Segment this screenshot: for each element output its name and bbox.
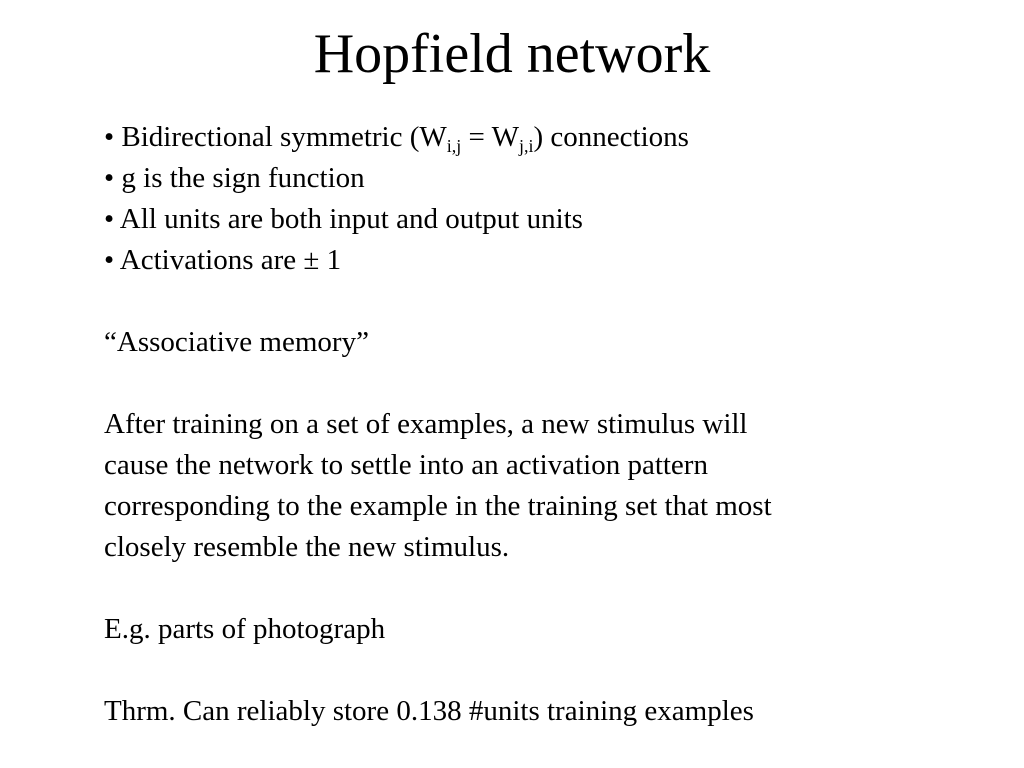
spacer bbox=[104, 568, 984, 609]
associative-memory-heading: “Associative memory” bbox=[104, 326, 369, 358]
bullet-input-output-units: • All units are both input and output units bbox=[104, 203, 583, 235]
bullet-1-prefix: • Bidirectional symmetric (W bbox=[104, 121, 447, 153]
subscript-ji: j,i bbox=[518, 136, 534, 156]
example-text: E.g. parts of photograph bbox=[104, 613, 386, 645]
spacer bbox=[104, 363, 984, 404]
paragraph-line: cause the network to settle into an activation pattern bbox=[104, 449, 708, 481]
bullet-1-suffix: ) connections bbox=[533, 121, 689, 153]
theorem-text: Thrm. Can reliably store 0.138 #units training examples bbox=[104, 695, 754, 727]
bullet-activations: • Activations are ± 1 bbox=[104, 244, 342, 276]
bullet-sign-function: • g is the sign function bbox=[104, 162, 365, 194]
paragraph-line: corresponding to the example in the training set that most bbox=[104, 490, 772, 522]
paragraph-line: After training on a set of examples, a new stimulus will bbox=[104, 408, 748, 440]
slide-title: Hopfield network bbox=[313, 23, 711, 85]
paragraph-line: closely resemble the new stimulus. bbox=[104, 531, 510, 563]
spacer bbox=[104, 650, 984, 691]
subscript-ij: i,j bbox=[446, 136, 462, 156]
slide-body bbox=[104, 117, 984, 732]
bullet-1-mid: = W bbox=[461, 121, 519, 153]
spacer bbox=[104, 281, 984, 322]
bullet-symmetric-connections bbox=[104, 117, 984, 158]
